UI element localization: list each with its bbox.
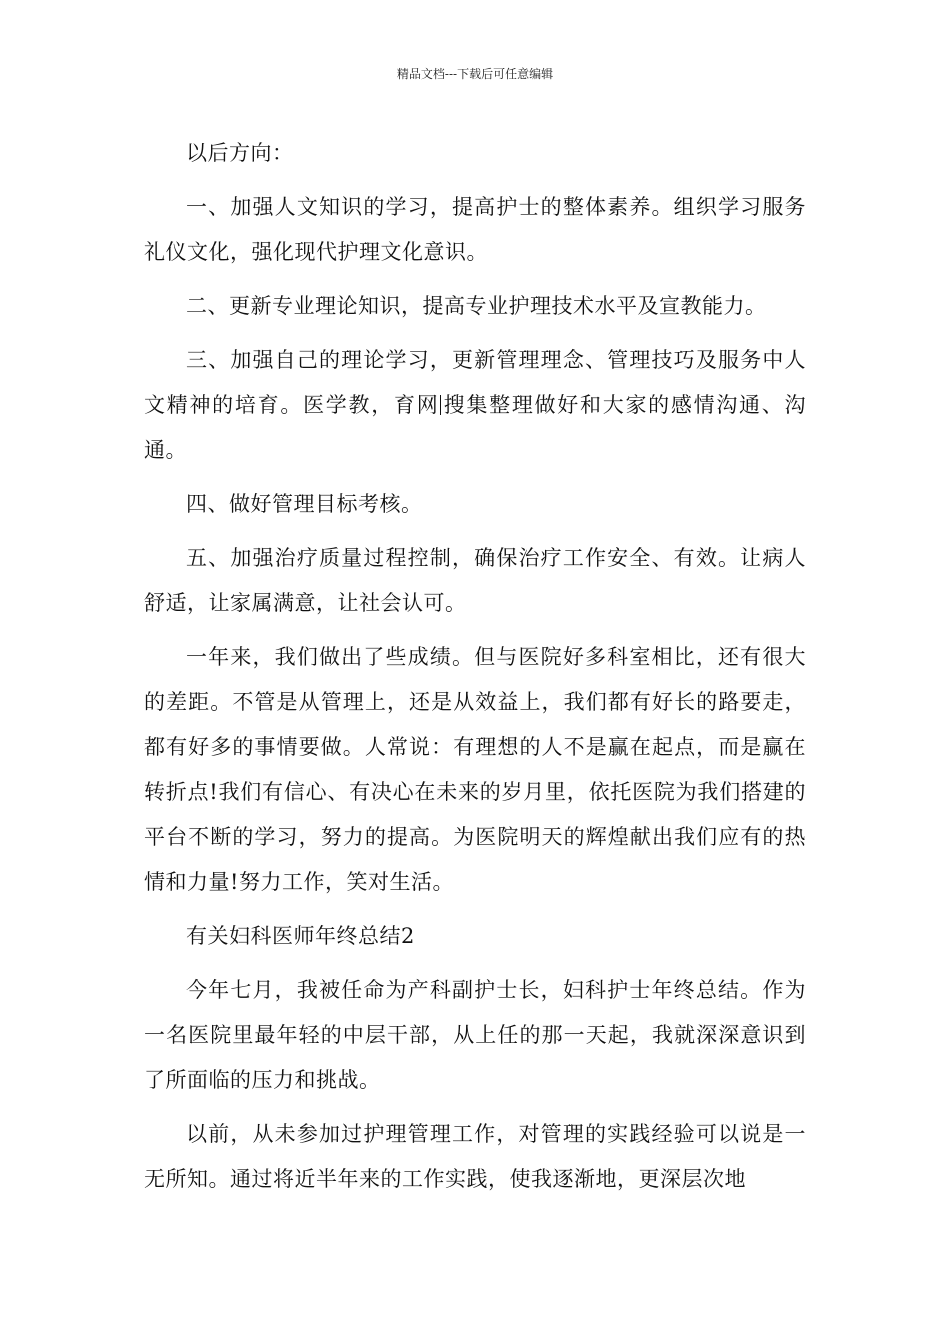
paragraph-item-4: 四、做好管理目标考核。 [186, 492, 423, 516]
paragraph-item-3-part-2: 搜集整理做好和大家的感情沟通、沟通。 [144, 393, 807, 462]
paragraph-item-3 [144, 338, 806, 473]
paragraph-experience: 以前，从未参加过护理管理工作，对管理的实践经验可以说是一无所知。通过将近半年来的工作实践，使我逐渐地，更深层次地 [144, 1122, 806, 1191]
document-body [144, 131, 806, 1211]
paragraph-future-direction: 以后方向： [186, 141, 294, 165]
paragraph-item-3-part-1: 三、加强自己的理论学习，更新管理理念、管理技巧及服务中人文精神的培育。医学教，育网 [144, 348, 806, 417]
section-heading: 有关妇科医师年终总结2 [186, 924, 415, 948]
paragraph-item-2: 二、更新专业理论知识，提高专业护理技术水平及宣教能力。 [186, 294, 767, 318]
paragraph-year-summary: 一年来，我们做出了些成绩。但与医院好多科室相比，还有很大的差距。不管是从管理上，还是从效益上，我们都有好长的路要走，都有好多的事情要做。人常说：有理想的人不是赢在起点，而是赢在转折点!我们有信心、有决心在未来的岁月里，依托医院为我们搭建的平台不断的学习，努力的提高。为医院明天的辉煌献出我们应有的热情和力量!努力工作，笑对生活。 [144, 645, 806, 894]
paragraph-item-5: 五、加强治疗质量过程控制，确保治疗工作安全、有效。让病人舒适，让家属满意，让社会认可。 [144, 546, 806, 615]
paragraph-item-1: 一、加强人文知识的学习，提高护士的整体素养。组织学习服务礼仪文化，强化现代护理文化意识。 [144, 195, 806, 264]
page-header: 精品文档---下载后可任意编辑 [396, 67, 554, 81]
paragraph-appointment: 今年七月，我被任命为产科副护士长，妇科护士年终总结。作为一名医院里最年轻的中层干部，从上任的那一天起，我就深深意识到了所面临的压力和挑战。 [144, 978, 806, 1092]
